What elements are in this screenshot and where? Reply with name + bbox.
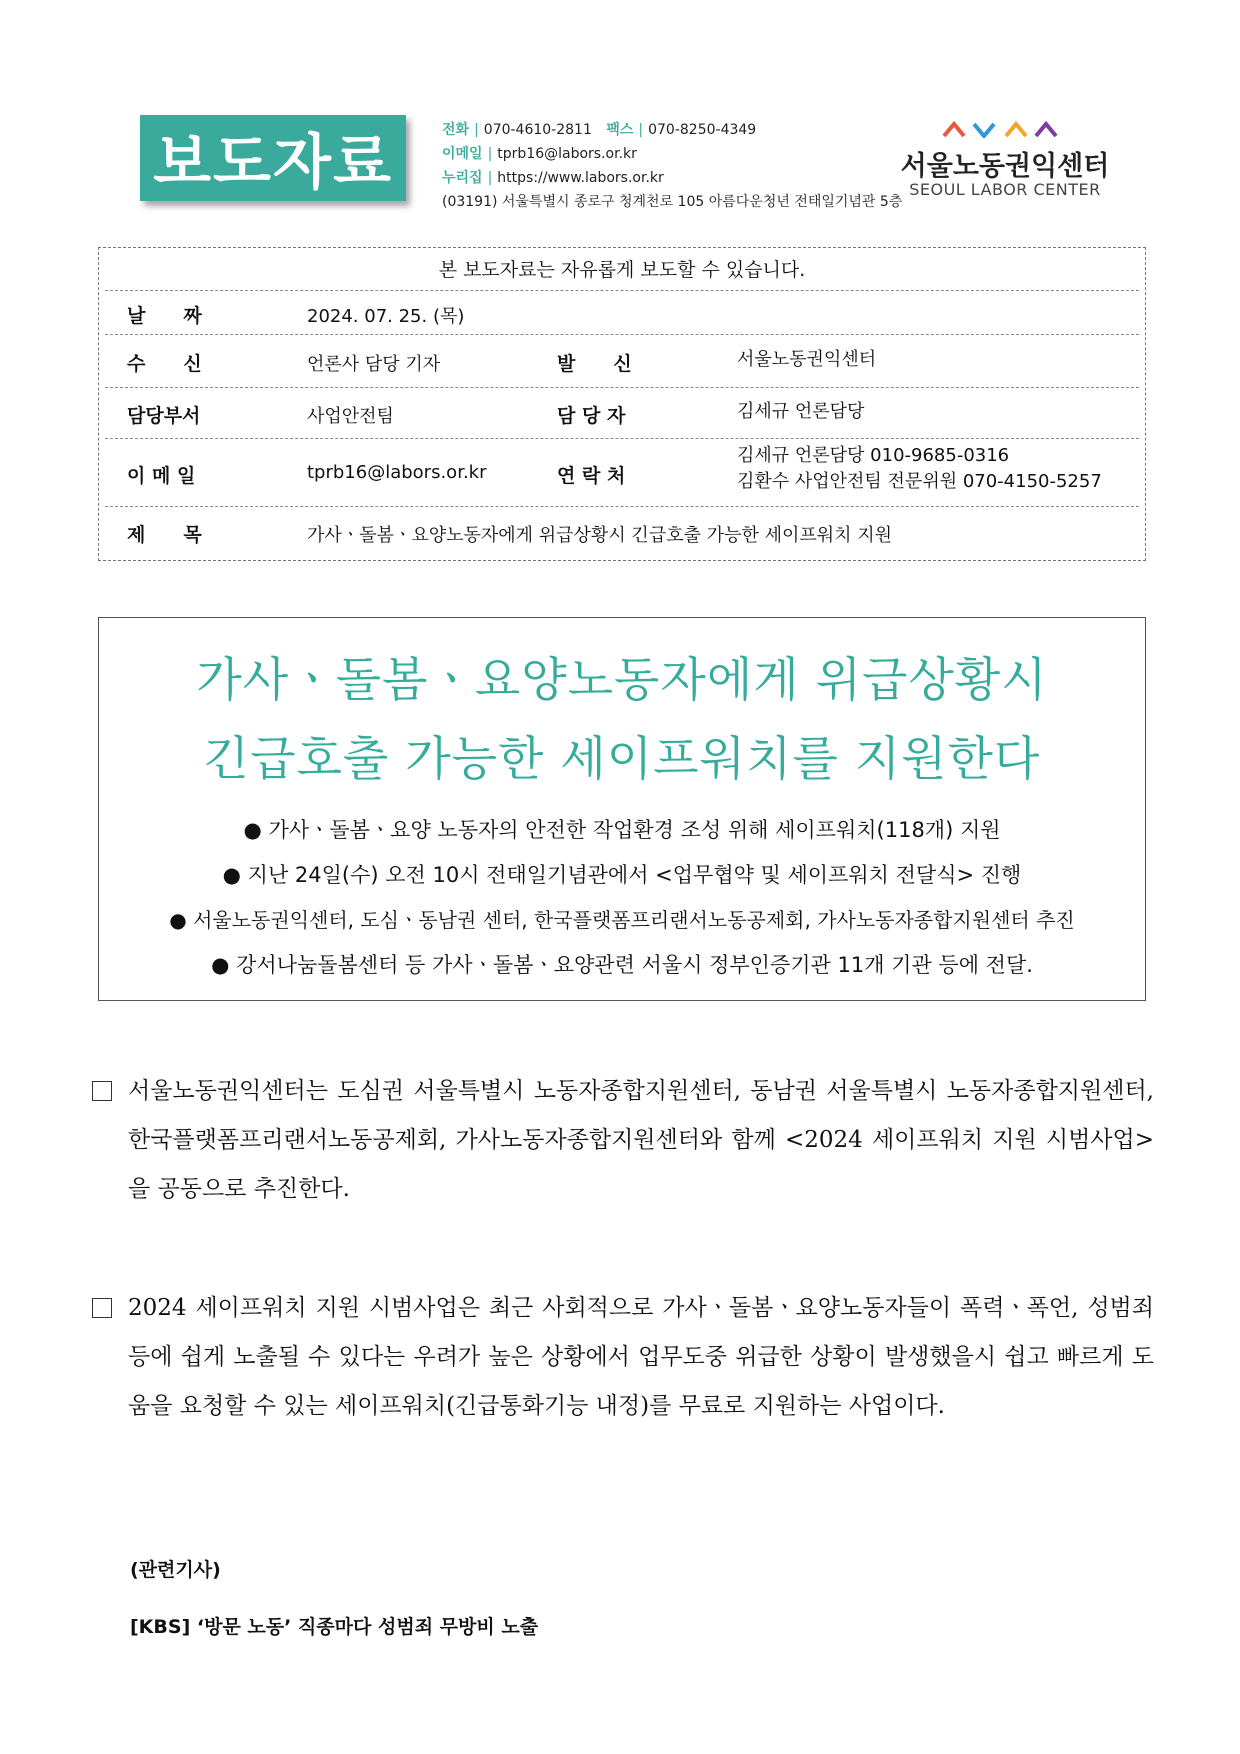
phone-line-1: 김세규 언론담당 010-9685-0316 (737, 445, 1010, 466)
contact-person-value: 김세규 언론담당 (737, 401, 865, 422)
contact-block (442, 118, 902, 214)
website-label: 누리집 (442, 170, 483, 186)
seoul-labor-center-logo (900, 118, 1110, 208)
summary-bullet: ● 강서나눔돌봄센터 등 가사ㆍ돌봄ㆍ요양관련 서울시 정부인증기관 11개 기관 등에 전달. (211, 953, 1033, 977)
summary-bullet: ● 가사ㆍ돌봄ㆍ요양 노동자의 안전한 작업환경 조성 위해 세이프워치(118개) 지원 (243, 818, 1001, 842)
body-paragraph-1 (92, 1067, 1154, 1214)
email-row-value[interactable]: tprb16@labors.or.kr (307, 462, 487, 483)
logo-english-name: SEOUL LABOR CENTER (909, 180, 1101, 199)
phone-value: 070-4610-2811 (483, 122, 592, 138)
fax-value: 070-8250-4349 (648, 122, 757, 138)
row-divider (105, 334, 1139, 335)
department-value: 사업안전팀 (307, 406, 394, 427)
row-divider (105, 506, 1139, 507)
row-divider (105, 438, 1139, 439)
address: (03191) 서울특별시 종로구 청계천로 105 아름다운청년 전태일기념관 5층 (442, 194, 903, 210)
date-value: 2024. 07. 25. (목) (307, 306, 465, 327)
headline-line-1: 가사ㆍ돌봄ㆍ요양노동자에게 위급상황시 (196, 653, 1048, 708)
email-row-label: 이 메 일 (127, 465, 196, 487)
paragraph-text: 2024 세이프워치 지원 시범사업은 최근 사회적으로 가사ㆍ돌봄ㆍ요양노동자들이 폭력ㆍ폭언, 성범죄 등에 쉽게 노출될 수 있다는 우려가 높은 상황에서 업무도중 위급한 상황이 발생했을시 쉽고 빠르게 도움을 요청할 수 있는 세이프워치(긴급통화기능 내정)를 무료로 지원하는 사업이다. (128, 1295, 1154, 1419)
checkbox-bullet-icon (92, 1298, 112, 1318)
body-paragraph-2 (92, 1284, 1154, 1431)
paragraph-text: 서울노동권익센터는 도심권 서울특별시 노동자종합지원센터, 동남권 서울특별시 노동자종합지원센터, 한국플랫폼프리랜서노동공제회, 가사노동자종합지원센터와 함께 <2024 세이프워치 지원 시범사업>을 공동으로 추진한다. (128, 1078, 1154, 1202)
headline-line-2: 긴급호출 가능한 세이프워치를 지원한다 (203, 732, 1041, 787)
related-articles-heading: (관련기사) (130, 1559, 221, 1581)
phone-row-values (737, 443, 1102, 495)
phone-label: 전화 (442, 122, 470, 138)
subject-value: 가사ㆍ돌봄ㆍ요양노동자에게 위급상황시 긴급호출 가능한 세이프워치 지원 (307, 525, 893, 546)
phone-row-label: 연 락 처 (557, 465, 626, 487)
contact-person-label: 담 당 자 (557, 405, 626, 427)
related-article-link[interactable]: [KBS] ‘방문 노동’ 직종마다 성범죄 무방비 노출 (130, 1616, 539, 1638)
email-label: 이메일 (442, 146, 483, 162)
checkbox-bullet-icon (92, 1081, 112, 1101)
contact-web-row: 누리집 | https://www.labors.or.kr (442, 170, 664, 186)
row-divider (105, 290, 1139, 291)
headline-box (98, 617, 1146, 1001)
contact-email-row: 이메일 | tprb16@labors.or.kr (442, 146, 637, 162)
department-label: 담당부서 (127, 405, 201, 427)
free-to-report-notice: 본 보도자료는 자유롭게 보도할 수 있습니다. (438, 259, 806, 281)
logo-chevrons-icon (942, 120, 1062, 138)
recipient-value: 언론사 담당 기자 (307, 354, 441, 375)
fax-label: 팩스 (606, 122, 634, 138)
sender-label: 발 신 (557, 353, 632, 375)
summary-bullet: ● 지난 24일(수) 오전 10시 전태일기념관에서 <업무협약 및 세이프워치 전달식> 진행 (222, 863, 1022, 887)
phone-line-2: 김환수 사업안전팀 전문위원 070-4150-5257 (737, 471, 1102, 492)
website-link[interactable]: https://www.labors.or.kr (497, 170, 664, 186)
subject-label: 제 목 (127, 524, 202, 546)
contact-phone-row: 전화 | 070-4610-2811 팩스 | 070-8250-4349 (442, 122, 757, 138)
recipient-label: 수 신 (127, 353, 202, 375)
info-table (98, 247, 1146, 561)
summary-bullet: ● 서울노동권익센터, 도심ㆍ동남권 센터, 한국플랫폼프리랜서노동공제회, 가사노동자종합지원센터 추진 (169, 908, 1075, 932)
press-release-badge: 보도자료 (140, 115, 406, 201)
sender-value: 서울노동권익센터 (737, 349, 877, 370)
logo-korean-name: 서울노동권익센터 (900, 151, 1110, 182)
date-label: 날 짜 (127, 305, 202, 327)
row-divider (105, 387, 1139, 388)
email-value: tprb16@labors.or.kr (497, 146, 637, 162)
